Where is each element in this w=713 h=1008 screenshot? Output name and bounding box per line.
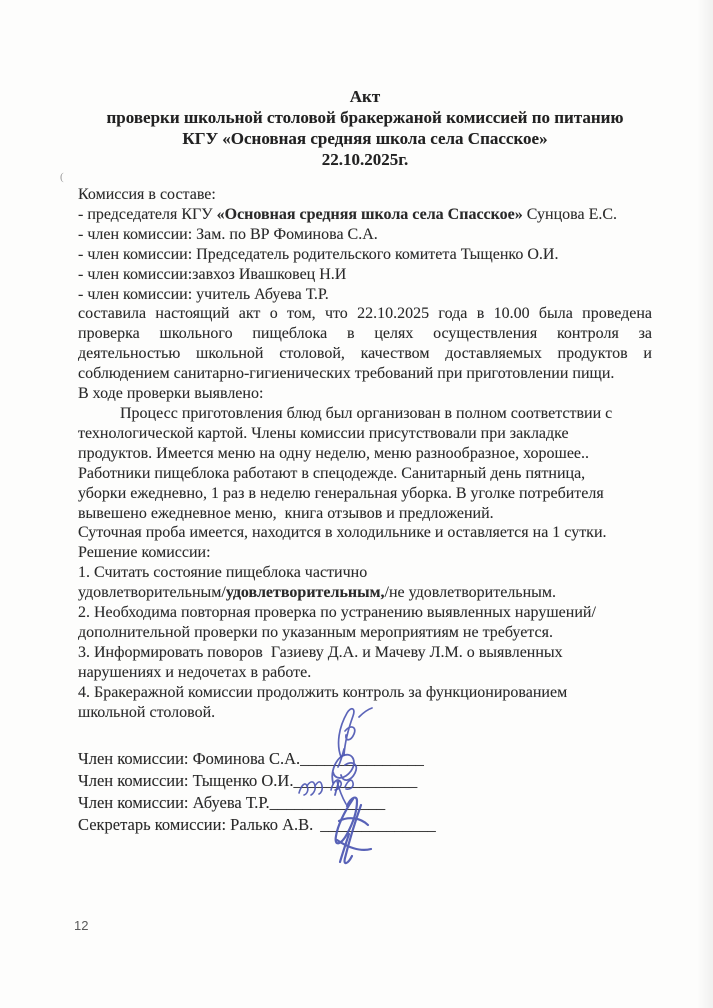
title-line-4-date: 22.10.2025г. [321,150,409,169]
chair-prefix: - председателя КГУ [78,205,217,223]
decision-1-bold-option: удовлетворительным, [225,584,385,602]
decision-1-pre: удовлетворительным/ [78,584,226,602]
document-title [78,86,652,170]
para2-line: Работники пищеблока работают в спецодежде. Санитарный день пятница, [78,464,586,482]
commission-member-line: - член комиссии:завхоз Ивашковец Н.И [78,265,347,283]
para1-line: деятельностью школьной столовой, качеством доставляемых продуктов и [78,345,652,363]
signature-label: Член комиссии: Абуева Т.Р. [78,792,270,812]
signature-label: Секретарь комиссии: Ралько А.В. [78,814,314,834]
para2-line: Процесс приготовления блюд был организован в полном соответствии с [120,404,613,422]
commission-heading: Комиссия в составе: [78,186,216,203]
decision-1-line-1: 1. Считать состояние пищеблока частично [78,564,368,582]
page-number: 12 [74,918,89,933]
signature-row [78,814,652,836]
signature-line: _______________ [293,771,418,791]
daily-sample-line: Суточная проба имеется, находится в холодильнике и оставляется на 1 сутки. [78,524,607,542]
decision-2-line: 2. Необходима повторная проверка по устранению выявленных нарушений/ [78,604,596,622]
title-line-2: проверки школьной столовой бракержаной комиссией по питанию [106,108,624,127]
para2-line: технологической картой. Члены комиссии присутствовали при закладке [78,424,569,442]
decision-3-line: нарушениях и недочетах в работе. [78,663,312,681]
chair-school-name: «Основная средняя школа села Спасское» [216,205,523,223]
title-line-3: КГУ «Основная средняя школа села Спасское» [182,129,548,148]
scan-artifact-mark: ( [60,171,64,183]
signature-label: Член комиссии: Фоминова С.А. [78,749,301,769]
para1-line: проверка школьного пищеблока в целях осуществления контроля за [78,325,652,343]
decision-2-line: дополнительной проверки по указанным мероприятиям не требуется. [78,623,553,641]
commission-member-line: - член комиссии: Председатель родительского комитета Тыщенко О.И. [78,245,559,263]
signature-line: ______________ [320,814,436,834]
decision-4-line: школьной столовой. [78,703,216,721]
commission-chair-line [78,205,652,225]
commission-member-line: - член комиссии: Зам. по ВР Фоминова С.А. [78,225,378,243]
signature-block [78,748,652,835]
decision-4-line: 4. Бракеражной комиссии продолжить контроль за функционированием [78,683,568,701]
decision-heading: Решение комиссии: [78,544,211,562]
commission-member-line: - член комиссии: учитель Абуева Т.Р. [78,285,329,303]
chair-suffix: Сунцова Е.С. [522,205,618,223]
para2-line: уборки ежедневно, 1 раз в неделю генеральная уборка. В уголке потребителя [78,484,604,502]
para2-line: продуктов. Имеется меню на одну неделю, меню разнообразное, хорошее.. [78,444,590,462]
title-line-1: Акт [349,87,381,106]
para1-line: соблюдением санитарно-гигиенических требований при приготовлении пищи. [78,365,615,383]
signature-row [78,748,652,770]
signature-line: ______________ [269,792,386,812]
decision-1-post: /не удовлетворительным. [384,584,557,602]
document-content [78,86,652,835]
decision-3-line: 3. Информировать поворов Газиеву Д.А. и Мачеву Л.М. о выявленных [78,643,563,661]
para2-line: вывешено ежедневное меню, книга отзывов и предложений. [78,504,494,522]
signature-row [78,792,652,814]
findings-heading: В ходе проверки выявлено: [78,385,264,403]
signature-row [78,770,652,792]
scan-edge-shadow [697,0,713,1008]
para1-line: составила настоящий акт о том, что 22.10.2025 года в 10.00 была проведена [78,305,652,323]
signature-label: Член комиссии: Тыщенко О.И. [78,771,294,791]
document-body [78,185,652,722]
decision-1-line-2 [78,583,652,603]
signature-line: _______________ [300,749,424,769]
